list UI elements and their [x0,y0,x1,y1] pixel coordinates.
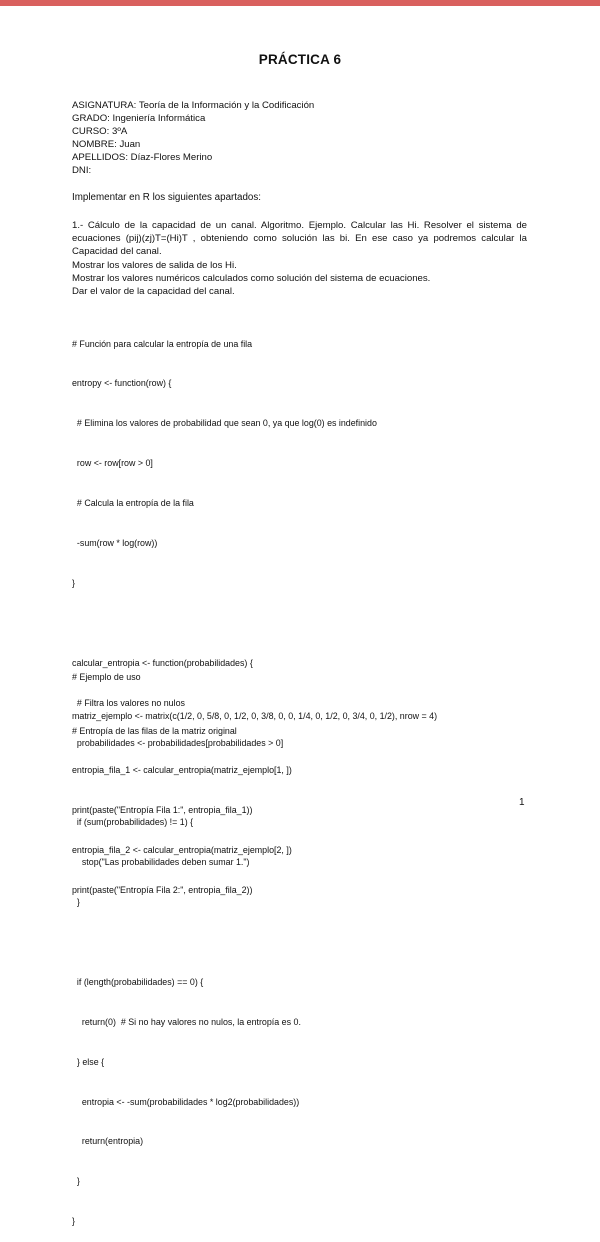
task-description [72,219,527,298]
intro-text: Implementar en R los siguientes apartados: [72,192,261,203]
code-line: # Función para calcular la entropía de una fila [72,338,253,349]
code-line: # Ejemplo de uso [72,671,141,682]
code-line: entropia <- -sum(probabilidades * log2(probabilidades)) [72,1096,300,1107]
task-line: Dar el valor de la capacidad del canal. [72,286,235,298]
code-line: entropia_fila_1 <- calcular_entropia(matriz_ejemplo[1, ]) [72,765,292,776]
task-line: Mostrar los valores de salida de los Hi. [72,259,237,271]
code-line: entropy <- function(row) { [72,378,172,389]
code-line: probabilidades <- probabilidades[probabilidades > 0] [72,737,284,748]
code-line: # Entropía de las filas de la matriz original [72,725,237,736]
code-line [72,617,542,630]
page-number: 1 [519,797,525,808]
code-block-entropy [72,698,542,911]
code-line: # Calcula la entropía de la fila [72,498,194,509]
code-line: return(entropia) [72,1136,144,1147]
header-accent-bar [0,0,600,6]
code-line: -sum(row * log(row)) [72,538,158,549]
code-line: matriz_ejemplo <- matrix(c(1/2, 0, 5/8, 0, 1/2, 0, 3/8, 0, 0, 1/4, 0, 1/2, 0, 3/4, 0, 1/2), nrow = 4) [72,711,438,722]
code-line: return(0) # Si no hay valores no nulos, la entropía es 0. [72,1016,301,1027]
meta-degree: GRADO: Ingeniería Informática [72,113,206,125]
code-line: } [72,897,80,908]
page-title: PRÁCTICA 6 [258,52,342,67]
meta-course: CURSO: 3ºA [72,126,128,138]
code-line: } [72,577,75,588]
code-line: calcular_entropia <- function(probabilidades) { [72,657,253,668]
code-line: if (length(probabilidades) == 0) { [72,976,204,987]
code-line: print(paste("Entropía Fila 2:", entropia_fila_2)) [72,885,253,896]
task-paragraph: 1.- Cálculo de la capacidad de un canal. Algoritmo. Ejemplo. Calcular las Hi. Resolver el sistema de ecuaciones (pij)(zj)T=(Hi)T , obteniendo como solución las bi. En ese caso ya podremos calcular la Capacidad del canal. [72,220,527,258]
task-line: Mostrar los valores numéricos calculados como solución del sistema de ecuaciones. [72,272,431,284]
code-line: } [72,1216,75,1227]
code-line: row <- row[row > 0] [72,458,153,469]
code-line: # Filtra los valores no nulos [72,697,185,708]
code-line: print(paste("Entropía Fila 1:", entropia_fila_1)) [72,805,253,816]
meta-id: DNI: [72,165,92,177]
student-info [72,99,532,178]
code-line: if (sum(probabilidades) != 1) { [72,817,194,828]
code-line: } else { [72,1056,105,1067]
meta-surnames: APELLIDOS: Díaz-Flores Merino [72,152,213,164]
code-line: } [72,1176,80,1187]
code-line: # Elimina los valores de probabilidad que sean 0, ya que log(0) es indefinido [72,418,377,429]
code-line: stop("Las probabilidades deben sumar 1.") [72,857,250,868]
meta-subject: ASIGNATURA: Teoría de la Información y la Codificación [72,100,315,111]
meta-name: NOMBRE: Juan [72,139,141,151]
code-line [72,936,542,949]
code-line: entropia_fila_2 <- calcular_entropia(matriz_ejemplo[2, ]) [72,845,292,856]
